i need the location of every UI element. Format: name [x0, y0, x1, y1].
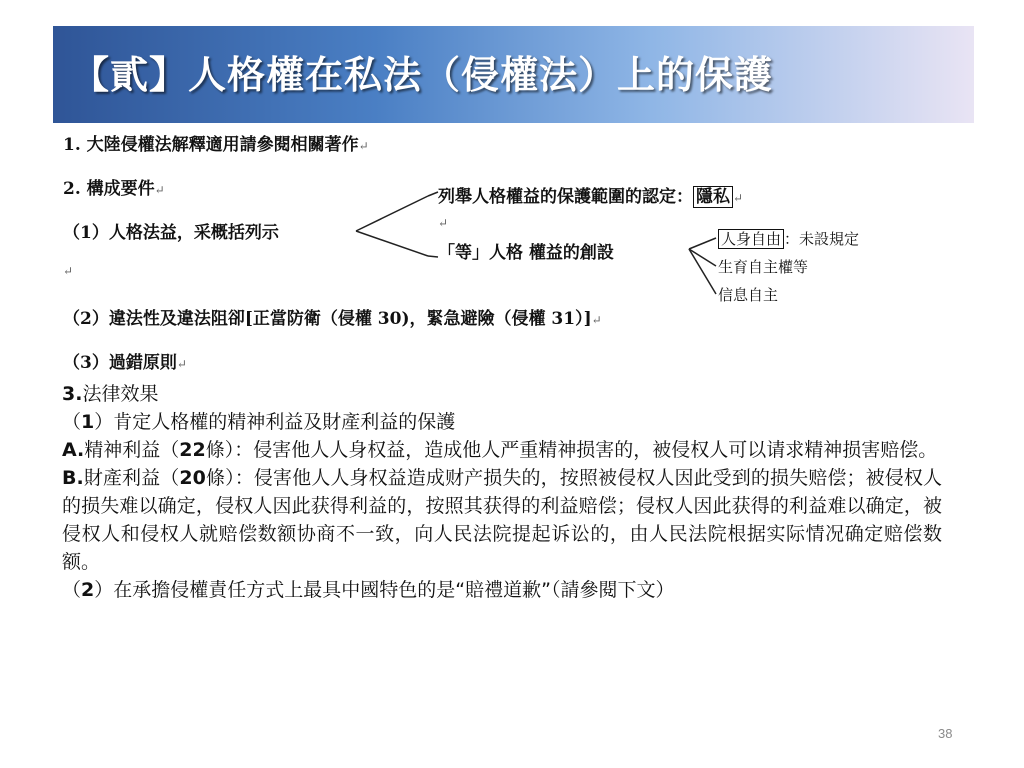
diagram-item-2-2: （2）違法性及違法阻卻[正當防衛（侵權 30)，緊急避險（侵權 31）]↵	[63, 309, 602, 329]
privacy-box: 隱私	[693, 186, 733, 208]
leaf-personal-freedom: 人身自由 ：未設規定	[718, 228, 859, 249]
connector-to-leaf1	[689, 238, 716, 249]
leaf-reproductive-autonomy: 生育自主權等	[718, 258, 809, 276]
legal-effects-section	[62, 380, 942, 604]
slide-title: 【貳】人格權在私法（侵權法）上的保護	[71, 52, 774, 97]
personal-freedom-box: 人身自由	[718, 229, 784, 249]
branch-created: 「等」人格 權益的創設	[438, 243, 614, 263]
diagram-item-2: 2. 構成要件↵	[63, 179, 165, 199]
subheading-2: （2）在承擔侵權責任方式上最具中國特色的是“賠禮道歉”（請參閱下文）	[62, 579, 675, 601]
paragraph-spiritual-interests: A.精神利益（22條）：侵害他人人身权益，造成他人严重精神损害的，被侵权人可以请求精神损害赔偿。	[62, 439, 938, 461]
scanned-diagram	[53, 124, 974, 376]
branch-empty-line: ↵	[438, 216, 449, 230]
diagram-item-1: 1. 大陸侵權法解釋適用請參閱相關著作↵	[63, 135, 369, 155]
connector-to-enumerated	[356, 196, 428, 231]
connector-to-leaf3	[689, 249, 716, 294]
branch-enumerated: 列舉人格權益的保護範圍的認定： 隱私 ↵	[438, 187, 744, 207]
diagram-item-2-3: （3）過錯原則↵	[63, 353, 187, 373]
heading-legal-effects: 3.法律效果	[62, 383, 159, 405]
leaf-information-autonomy: 信息自主	[718, 286, 779, 304]
paragraph-property-interests: B.財產利益（20條）：侵害他人人身权益造成财产损失的，按照被侵权人因此受到的损失赔偿；被侵权人的损失难以确定，侵权人因此获得利益的，按照其获得的利益赔偿；侵权人因此获得的利益难以确定，被侵权人和侵权人就赔偿数额协商不一致，向人民法院提起诉讼的，由人民法院根据实际情况确定赔偿数额。	[62, 467, 942, 573]
title-banner	[53, 26, 974, 123]
diagram-blank-line: ↵	[63, 264, 74, 278]
page-number: 38	[938, 726, 953, 741]
subheading-1: （1）肯定人格權的精神利益及財產利益的保護	[62, 411, 456, 433]
connector-to-created	[356, 231, 428, 256]
diagram-item-2-1: （1）人格法益，采概括列示	[63, 223, 279, 243]
connector-to-leaf2	[689, 249, 716, 266]
